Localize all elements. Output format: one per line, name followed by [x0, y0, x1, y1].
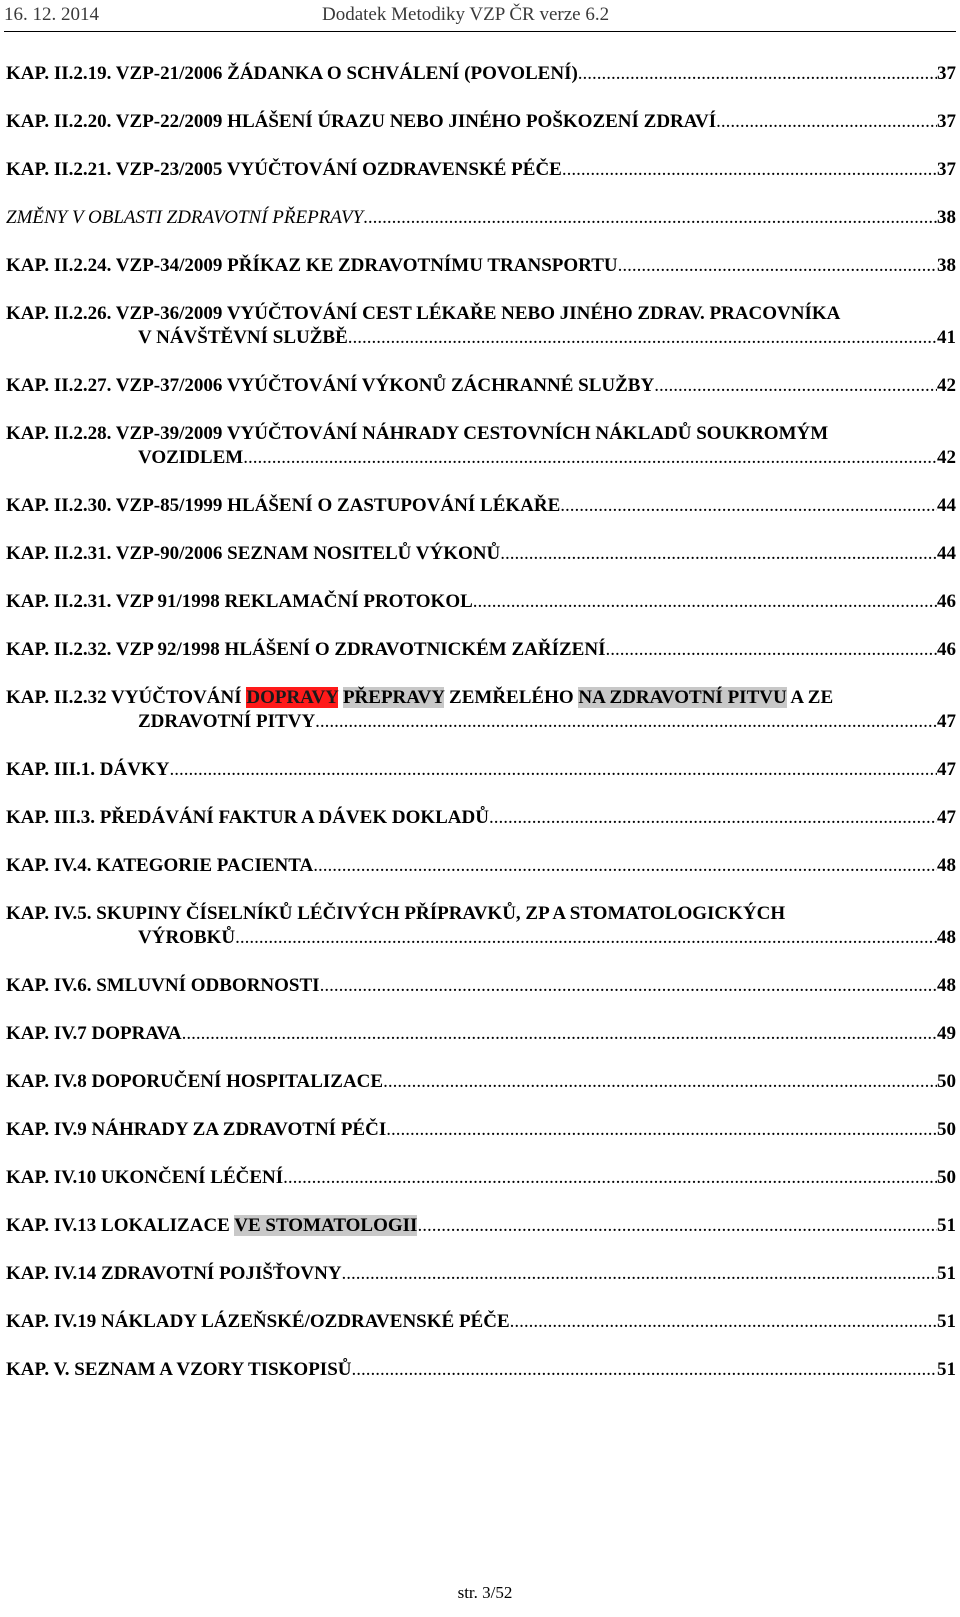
- toc-entry-title: KAP. II.2.28. VZP-39/2009 VYÚČTOVÁNÍ NÁHRADY CESTOVNÍCH NÁKLADŮ SOUKROMÝM: [6, 423, 829, 444]
- highlight-red: DOPRAVY: [246, 687, 339, 708]
- toc-leader-dots: [578, 62, 937, 86]
- toc-entry-title: KAP. IV.5. SKUPINY ČÍSELNÍKŮ LÉČIVÝCH PŘÍPRAVKŮ, ZP A STOMATOLOGICKÝCH: [6, 903, 786, 924]
- toc-leader-dots: [348, 326, 937, 350]
- toc-leader-dots: [243, 446, 937, 470]
- toc-entry-title: KAP. IV.7 DOPRAVA: [6, 1023, 182, 1044]
- toc-entry[interactable]: [6, 494, 956, 518]
- toc-page-number: 48: [937, 855, 956, 876]
- toc-leader-dots: [169, 758, 937, 782]
- toc-entry-title: KAP. IV.14 ZDRAVOTNÍ POJIŠŤOVNY: [6, 1263, 342, 1284]
- highlight-gray: VE STOMATOLOGII: [234, 1215, 418, 1236]
- toc-page-number: 47: [937, 807, 956, 828]
- toc-entry-text: KAP. IV.13 LOKALIZACE: [6, 1215, 235, 1236]
- toc-page-number: 44: [937, 543, 956, 564]
- toc-page-number: 38: [937, 207, 956, 228]
- toc-page-number: 42: [937, 447, 956, 468]
- toc-entry[interactable]: [6, 1310, 956, 1334]
- toc-entry-title: KAP. III.3. PŘEDÁVÁNÍ FAKTUR A DÁVEK DOKLADŮ: [6, 807, 489, 828]
- toc-leader-dots: [320, 974, 937, 998]
- page-header: [0, 0, 960, 32]
- toc-page-number: 48: [937, 975, 956, 996]
- header-divider: [4, 31, 956, 32]
- toc-entry-title: KAP. IV.8 DOPORUČENÍ HOSPITALIZACE: [6, 1071, 384, 1092]
- toc-leader-dots: [654, 374, 937, 398]
- toc-entry[interactable]: [6, 902, 956, 950]
- toc-entry[interactable]: [6, 590, 956, 614]
- toc-entry-title: KAP. II.2.30. VZP-85/1999 HLÁŠENÍ O ZASTUPOVÁNÍ LÉKAŘE: [6, 495, 561, 516]
- toc-page-number: 50: [937, 1167, 956, 1188]
- toc-entry[interactable]: [6, 758, 956, 782]
- toc-leader-dots: [473, 590, 937, 614]
- toc-entry[interactable]: [6, 206, 956, 230]
- toc-page-number: 37: [937, 63, 956, 84]
- toc-entry-title-continued: ZDRAVOTNÍ PITVY: [138, 711, 316, 732]
- toc-entry-title: KAP. IV.4. KATEGORIE PACIENTA: [6, 855, 314, 876]
- toc-leader-dots: [313, 854, 937, 878]
- toc-leader-dots: [383, 1070, 937, 1094]
- toc-entry-title: KAP. V. SEZNAM A VZORY TISKOPISŮ: [6, 1359, 352, 1380]
- toc-entry-title: KAP. III.1. DÁVKY: [6, 759, 170, 780]
- toc-leader-dots: [315, 710, 937, 734]
- toc-entry[interactable]: [6, 302, 956, 350]
- toc-leader-dots: [342, 1262, 937, 1286]
- toc-entry[interactable]: [6, 686, 956, 734]
- toc-entry-title: KAP. II.2.21. VZP-23/2005 VYÚČTOVÁNÍ OZDRAVENSKÉ PÉČE: [6, 159, 562, 180]
- toc-page-number: 41: [937, 327, 956, 348]
- toc-leader-dots: [352, 1358, 938, 1382]
- toc-entry[interactable]: [6, 422, 956, 470]
- toc-entry[interactable]: [6, 1022, 956, 1046]
- toc-page-number: 37: [937, 159, 956, 180]
- toc-entry[interactable]: [6, 374, 956, 398]
- toc-leader-dots: [618, 254, 937, 278]
- toc-entry-title: KAP. IV.10 UKONČENÍ LÉČENÍ: [6, 1167, 284, 1188]
- page-footer: [0, 1583, 960, 1603]
- header-title: Dodatek Metodiky VZP ČR verze 6.2: [322, 4, 610, 25]
- toc-entry-title: KAP. II.2.31. VZP 91/1998 REKLAMAČNÍ PROTOKOL: [6, 591, 473, 612]
- toc-entry-title-continued: VÝROBKŮ: [138, 927, 236, 948]
- toc-entry[interactable]: [6, 254, 956, 278]
- toc-entry[interactable]: [6, 1214, 956, 1238]
- toc-page-number: 50: [937, 1119, 956, 1140]
- toc-entry-title: ZMĚNY V OBLASTI ZDRAVOTNÍ PŘEPRAVY: [6, 207, 364, 228]
- toc-leader-dots: [489, 806, 937, 830]
- page-number-label: str. 3/52: [457, 1583, 513, 1602]
- toc-page-number: 51: [937, 1311, 956, 1332]
- toc-entry-title: KAP. IV.9 NÁHRADY ZA ZDRAVOTNÍ PÉČI: [6, 1119, 387, 1140]
- toc-page-number: 46: [937, 639, 956, 660]
- toc-entry-title: KAP. II.2.19. VZP-21/2006 ŽÁDANKA O SCHVÁLENÍ (POVOLENÍ): [6, 63, 578, 84]
- toc-entry-title: KAP. II.2.32. VZP 92/1998 HLÁŠENÍ O ZDRAVOTNICKÉM ZAŘÍZENÍ: [6, 639, 606, 660]
- toc-entry-title: KAP. II.2.26. VZP-36/2009 VYÚČTOVÁNÍ CEST LÉKAŘE NEBO JINÉHO ZDRAV. PRACOVNÍKA: [6, 303, 841, 324]
- toc-entry-title: KAP. II.2.31. VZP-90/2006 SEZNAM NOSITELŮ VÝKONŮ: [6, 543, 501, 564]
- header-date: 16. 12. 2014: [4, 4, 99, 25]
- toc-entry[interactable]: [6, 638, 956, 662]
- toc-entry[interactable]: [6, 974, 956, 998]
- toc-page-number: 47: [937, 711, 956, 732]
- toc-leader-dots: [562, 158, 937, 182]
- table-of-contents: [6, 62, 956, 1406]
- toc-entry-text: A ZE: [786, 687, 834, 708]
- toc-page-number: 51: [937, 1215, 956, 1236]
- toc-entry-title: KAP. II.2.27. VZP-37/2006 VYÚČTOVÁNÍ VÝKONŮ ZÁCHRANNÉ SLUŽBY: [6, 375, 655, 396]
- toc-entry-title: KAP. II.2.20. VZP-22/2009 HLÁŠENÍ ÚRAZU NEBO JINÉHO POŠKOZENÍ ZDRAVÍ: [6, 111, 717, 132]
- toc-entry-text: KAP. II.2.32 VYÚČTOVÁNÍ: [6, 687, 247, 708]
- toc-page-number: 50: [937, 1071, 956, 1092]
- toc-entry-title: KAP. II.2.24. VZP-34/2009 PŘÍKAZ KE ZDRAVOTNÍMU TRANSPORTU: [6, 255, 618, 276]
- toc-page-number: 51: [937, 1359, 956, 1380]
- toc-page-number: 48: [937, 927, 956, 948]
- toc-page-number: 46: [937, 591, 956, 612]
- toc-leader-dots: [417, 1214, 937, 1238]
- toc-page-number: 51: [937, 1263, 956, 1284]
- toc-entry-text: ZEMŘELÉHO: [444, 687, 579, 708]
- toc-page-number: 47: [937, 759, 956, 780]
- toc-page-number: 42: [937, 375, 956, 396]
- toc-leader-dots: [363, 206, 937, 230]
- toc-page-number: 38: [937, 255, 956, 276]
- toc-leader-dots: [283, 1166, 937, 1190]
- toc-entry[interactable]: [6, 1262, 956, 1286]
- toc-entry[interactable]: [6, 854, 956, 878]
- toc-entry-title: KAP. IV.19 NÁKLADY LÁZEŇSKÉ/OZDRAVENSKÉ PÉČE: [6, 1311, 510, 1332]
- toc-leader-dots: [235, 926, 937, 950]
- toc-entry[interactable]: [6, 1118, 956, 1142]
- toc-entry-title-continued: VOZIDLEM: [138, 447, 244, 468]
- toc-entry-title: KAP. IV.6. SMLUVNÍ ODBORNOSTI: [6, 975, 320, 996]
- toc-leader-dots: [716, 110, 937, 134]
- highlight-gray: NA ZDRAVOTNÍ PITVU: [578, 687, 787, 708]
- toc-leader-dots: [386, 1118, 937, 1142]
- toc-entry[interactable]: [6, 62, 956, 86]
- highlight-gray: PŘEPRAVY: [342, 687, 445, 708]
- toc-entry-title: [6, 686, 956, 710]
- toc-entry[interactable]: [6, 158, 956, 182]
- toc-entry-title: [6, 1214, 417, 1238]
- toc-leader-dots: [560, 494, 937, 518]
- toc-leader-dots: [182, 1022, 937, 1046]
- toc-leader-dots: [605, 638, 937, 662]
- toc-entry[interactable]: [6, 110, 956, 134]
- toc-entry[interactable]: [6, 542, 956, 566]
- toc-leader-dots: [500, 542, 937, 566]
- toc-entry-title-continued: V NÁVŠTĚVNÍ SLUŽBĚ: [138, 327, 348, 348]
- toc-entry[interactable]: [6, 1358, 956, 1382]
- toc-page-number: 49: [937, 1023, 956, 1044]
- toc-entry[interactable]: [6, 1070, 956, 1094]
- toc-page-number: 37: [937, 111, 956, 132]
- toc-entry[interactable]: [6, 1166, 956, 1190]
- toc-page-number: 44: [937, 495, 956, 516]
- toc-entry[interactable]: [6, 806, 956, 830]
- toc-leader-dots: [510, 1310, 937, 1334]
